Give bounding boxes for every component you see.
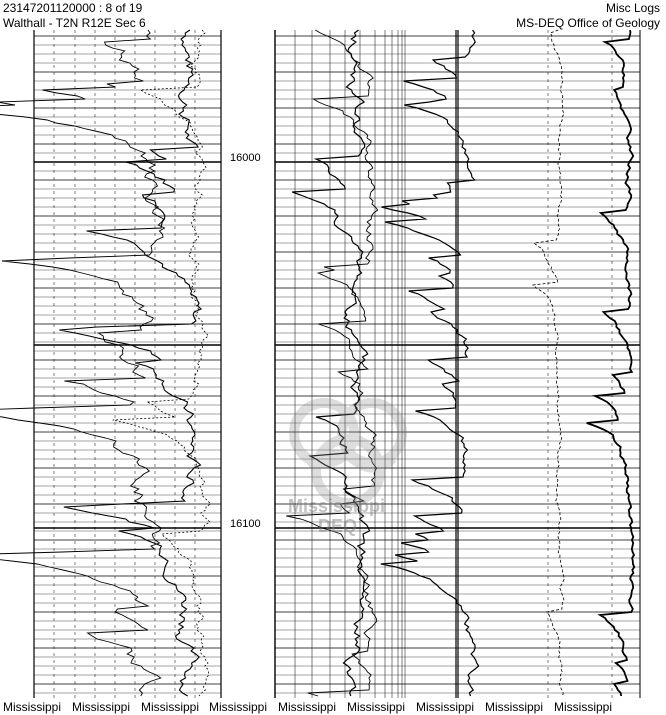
watermark-text-line1: Mississippi [288, 496, 386, 516]
footer-word: Mississippi [416, 700, 475, 714]
log-type-label: Misc Logs [605, 1, 660, 15]
depth-label-16000: 16000 [230, 152, 261, 164]
depth-label-16100: 16100 [230, 518, 261, 530]
footer-word: Mississippi [554, 700, 613, 714]
file-id-label: 23147201120000 : 8 of 19 [3, 1, 143, 15]
footer-word: Mississippi [485, 700, 544, 714]
footer-word: Mississippi [209, 700, 268, 714]
watermark-text-line2: DEQ [318, 516, 358, 536]
agency-label: MS-DEQ Office of Geology [516, 16, 660, 30]
right-track-grid [275, 30, 640, 698]
footer-word: Mississippi [141, 700, 200, 714]
footer-word: Mississippi [3, 700, 62, 714]
footer-word: Mississippi [72, 700, 131, 714]
location-label: Walthall - T2N R12E Sec 6 [3, 16, 146, 30]
footer-word: Mississippi [278, 700, 337, 714]
footer-word: Mississippi [347, 700, 406, 714]
